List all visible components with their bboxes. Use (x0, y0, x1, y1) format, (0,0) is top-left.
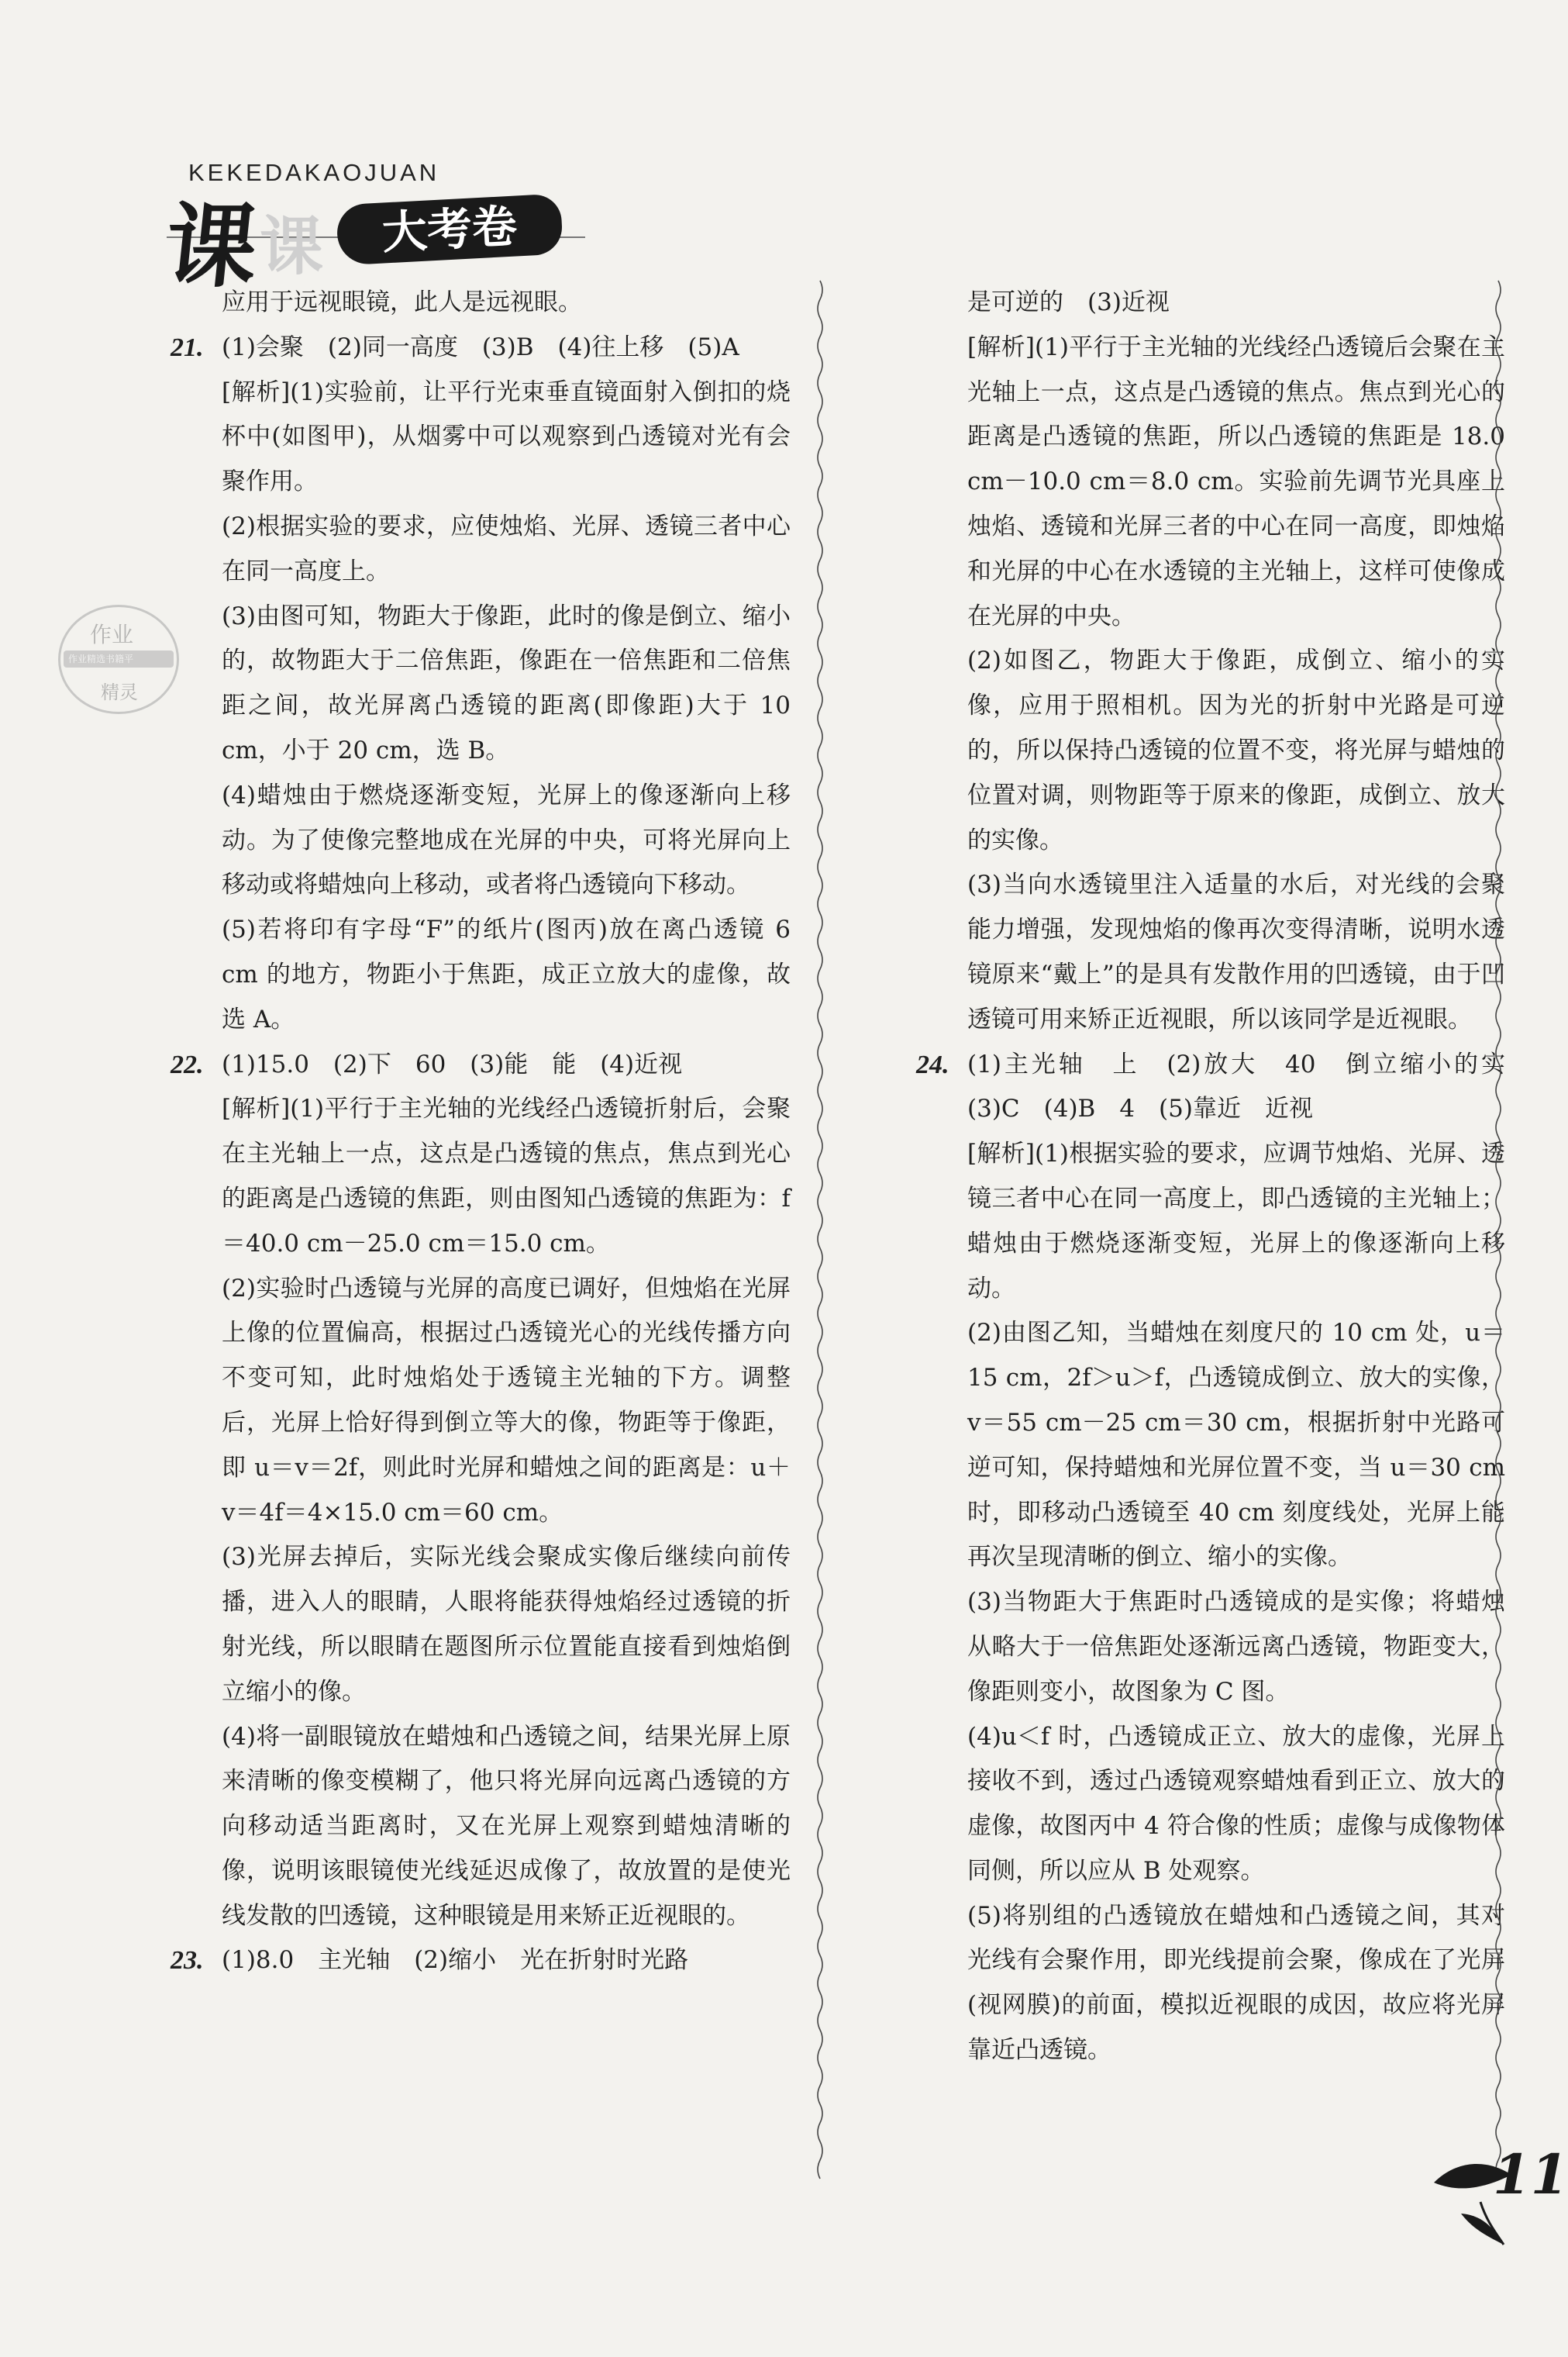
paragraph-text: (4)u＜f 时，凸透镜成正立、放大的虚像，光屏上接收不到，透过凸透镜观察蜡烛看到正立、放大的虚像，故图丙中 4 符合像的性质；虚像与成像物体同侧，所以应从 B 处观察。 (967, 1722, 1505, 1885)
paragraph-text: (5)若将印有字母“F”的纸片(图丙)放在离凸透镜 6 cm 的地方，物距小于焦距，成正立放大的虚像，故选 A。 (222, 916, 791, 1034)
paragraph-text: [解析](1)实验前，让平行光束垂直镜面射入倒扣的烧杯中(如图甲)，从烟雾中可以观察到凸透镜对光有会聚作用。 (222, 378, 791, 496)
stamp-top-text: 作业 (90, 622, 134, 647)
paragraph-text: (1)8.0 主光轴 (2)缩小 光在折射时光路 (222, 1946, 689, 1975)
explanation-paragraph (916, 863, 1505, 1042)
paragraph-text: [解析](1)根据实验的要求，应调节烛焰、光屏、透镜三者中心在同一高度上，即凸透镜的主光轴上；蜡烛由于燃烧逐渐变短，光屏上的像逐渐向上移动。 (967, 1140, 1505, 1303)
column-divider-wavy (814, 281, 826, 2165)
paragraph-text: (3)当向水透镜里注入适量的水后，对光线的会聚能力增强，发现烛焰的像再次变得清晰，说明水透镜原来“戴上”的是具有发散作用的凹透镜，由于凹透镜可用来矫正近视眼，所以该同学是近视眼。 (967, 871, 1505, 1034)
page-number-ornament (1426, 2128, 1568, 2252)
brand-char: 课 (160, 192, 264, 300)
paragraph-text: (1)主光轴 上 (2)放大 40 倒立缩小的实 (3)C (4)B 4 (5)靠近 近视 (967, 1050, 1529, 1123)
answer-item (916, 1043, 1529, 1133)
explanation-paragraph (171, 371, 791, 505)
paragraph-text: (2)根据实验的要求，应使烛焰、光屏、透镜三者中心在同一高度上。 (222, 512, 791, 585)
page-edge-wavy (1492, 281, 1504, 2165)
explanation-paragraph (171, 1087, 791, 1266)
paragraph-text: (3)由图可知，物距大于像距，此时的像是倒立、缩小的，故物距大于二倍焦距，像距在一倍焦距和二倍焦距之间，故光屏离凸透镜的距离(即像距)大于 10 cm，小于 20 cm，选 B。 (222, 602, 791, 764)
question-number: 21. (171, 333, 204, 362)
question-number: 22. (171, 1050, 204, 1079)
homework-stamp (58, 605, 179, 714)
brand-logo (160, 159, 601, 300)
paragraph-text: (1)会聚 (2)同一高度 (3)B (4)往上移 (5)A (222, 333, 739, 361)
paragraph-text: (2)如图乙，物距大于像距，成倒立、缩小的实像，应用于照相机。因为光的折射中光路是可逆的，所以保持凸透镜的位置不变，将光屏与蜡烛的位置对调，则物距等于原来的像距，成倒立、放大的实像。 (967, 647, 1505, 854)
explanation-paragraph (916, 1311, 1505, 1580)
explanation-paragraph (916, 1132, 1505, 1311)
paragraph-text: 是可逆的 (3)近视 (967, 288, 1170, 316)
paragraph-text: (3)光屏去掉后，实际光线会聚成实像后继续向前传播，进入人的眼睛，人眼将能获得烛焰经过透镜的折射光线，所以眼睛在题图所示位置能直接看到烛焰倒立缩小的像。 (222, 1543, 791, 1706)
paragraph-text: (5)将别组的凸透镜放在蜡烛和凸透镜之间，其对光线有会聚作用，即光线提前会聚，像成在了光屏(视网膜)的前面，模拟近视眼的成因，故应将光屏靠近凸透镜。 (967, 1901, 1505, 2065)
explanation-paragraph (916, 326, 1505, 640)
paragraph-text: (3)当物距大于焦距时凸透镜成的是实像；将蜡烛从略大于一倍焦距处逐渐远离凸透镜，物距变大，像距则变小，故图象为 C 图。 (967, 1588, 1505, 1706)
answer-item (171, 1043, 791, 1088)
explanation-paragraph (916, 281, 1505, 326)
explanation-paragraph (171, 1535, 791, 1714)
explanation-paragraph (171, 774, 791, 908)
explanation-paragraph (916, 639, 1505, 863)
paragraph-text: [解析](1)平行于主光轴的光线经凸透镜后会聚在主光轴上一点，这点是凸透镜的焦点。焦点到光心的距离是凸透镜的焦距，所以凸透镜的焦距是 18.0 cm－10.0 cm＝8.0 cm。实验前先调节光具座上烛焰、透镜和光屏三者的中心在同一高度，即烛焰和光屏的中心在水透镜的主光轴上，这样可使像成在光屏的中央。 (967, 333, 1505, 630)
paragraph-text: (4)蜡烛由于燃烧逐渐变短，光屏上的像逐渐向上移动。为了使像完整地成在光屏的中央，可将光屏向上移动或将蜡烛向上移动，或者将凸透镜向下移动。 (222, 781, 791, 899)
paragraph-text: (2)由图乙知，当蜡烛在刻度尺的 10 cm 处，u＝15 cm，2f＞u＞f，凸透镜成倒立、放大的实像，v＝55 cm－25 cm＝30 cm，根据折射中光路可逆可知，保持蜡烛和光屏位置不变，当 u＝30 cm 时，即移动凸透镜至 40 cm 刻度线处，光屏上能再次呈现清晰的倒立、缩小的实像。 (967, 1319, 1506, 1572)
paragraph-text: (2)实验时凸透镜与光屏的高度已调好，但烛焰在光屏上像的位置偏高，根据过凸透镜光心的光线传播方向不变可知，此时烛焰处于透镜主光轴的下方。调整后，光屏上恰好得到倒立等大的像，物距等于像距，即 u＝v＝2f，则此时光屏和蜡烛之间的距离是：u＋v＝4f＝4×15.0 cm＝60 cm。 (222, 1274, 791, 1527)
answer-item (171, 1938, 791, 1983)
explanation-paragraph (171, 595, 791, 774)
explanation-paragraph (171, 1267, 791, 1536)
stamp-bottom-text: 精灵 (101, 682, 138, 703)
question-number: 24. (916, 1050, 949, 1079)
brand-badge-text: 大考卷 (381, 199, 519, 260)
brand-shadow-char: 课 (260, 209, 324, 284)
paragraph-text: 应用于远视眼镜，此人是远视眼。 (222, 288, 582, 316)
left-column (171, 281, 791, 1983)
explanation-paragraph (171, 281, 791, 326)
paragraph-text: (4)将一副眼镜放在蜡烛和凸透镜之间，结果光屏上原来清晰的像变模糊了，他只将光屏向远离凸透镜的方向移动适当距离时，又在光屏上观察到蜡烛清晰的像，说明该眼镜使光线延迟成像了，故放置的是使光线发散的凹透镜，这种眼镜是用来矫正近视眼的。 (222, 1722, 791, 1930)
stamp-middle-text: 作业精选书籍平 (68, 654, 134, 664)
explanation-paragraph (916, 1580, 1505, 1714)
explanation-paragraph (171, 908, 791, 1042)
explanation-paragraph (171, 1715, 791, 1939)
explanation-paragraph (171, 505, 791, 595)
brand-latin: KEKEDAKAOJUAN (188, 159, 440, 186)
paragraph-text: [解析](1)平行于主光轴的光线经凸透镜折射后，会聚在主光轴上一点，这点是凸透镜的焦点，焦点到光心的距离是凸透镜的焦距，则由图知凸透镜的焦距为：f＝40.0 cm－25.0 cm＝15.0 cm。 (222, 1095, 791, 1258)
page-number: 11 (1493, 2142, 1568, 2207)
answer-item (171, 326, 791, 371)
right-column (916, 281, 1529, 2073)
paragraph-text: (1)15.0 (2)下 60 (3)能 能 (4)近视 (222, 1050, 683, 1078)
explanation-paragraph (916, 1894, 1505, 2073)
explanation-paragraph (916, 1715, 1505, 1894)
question-number: 23. (171, 1946, 204, 1976)
